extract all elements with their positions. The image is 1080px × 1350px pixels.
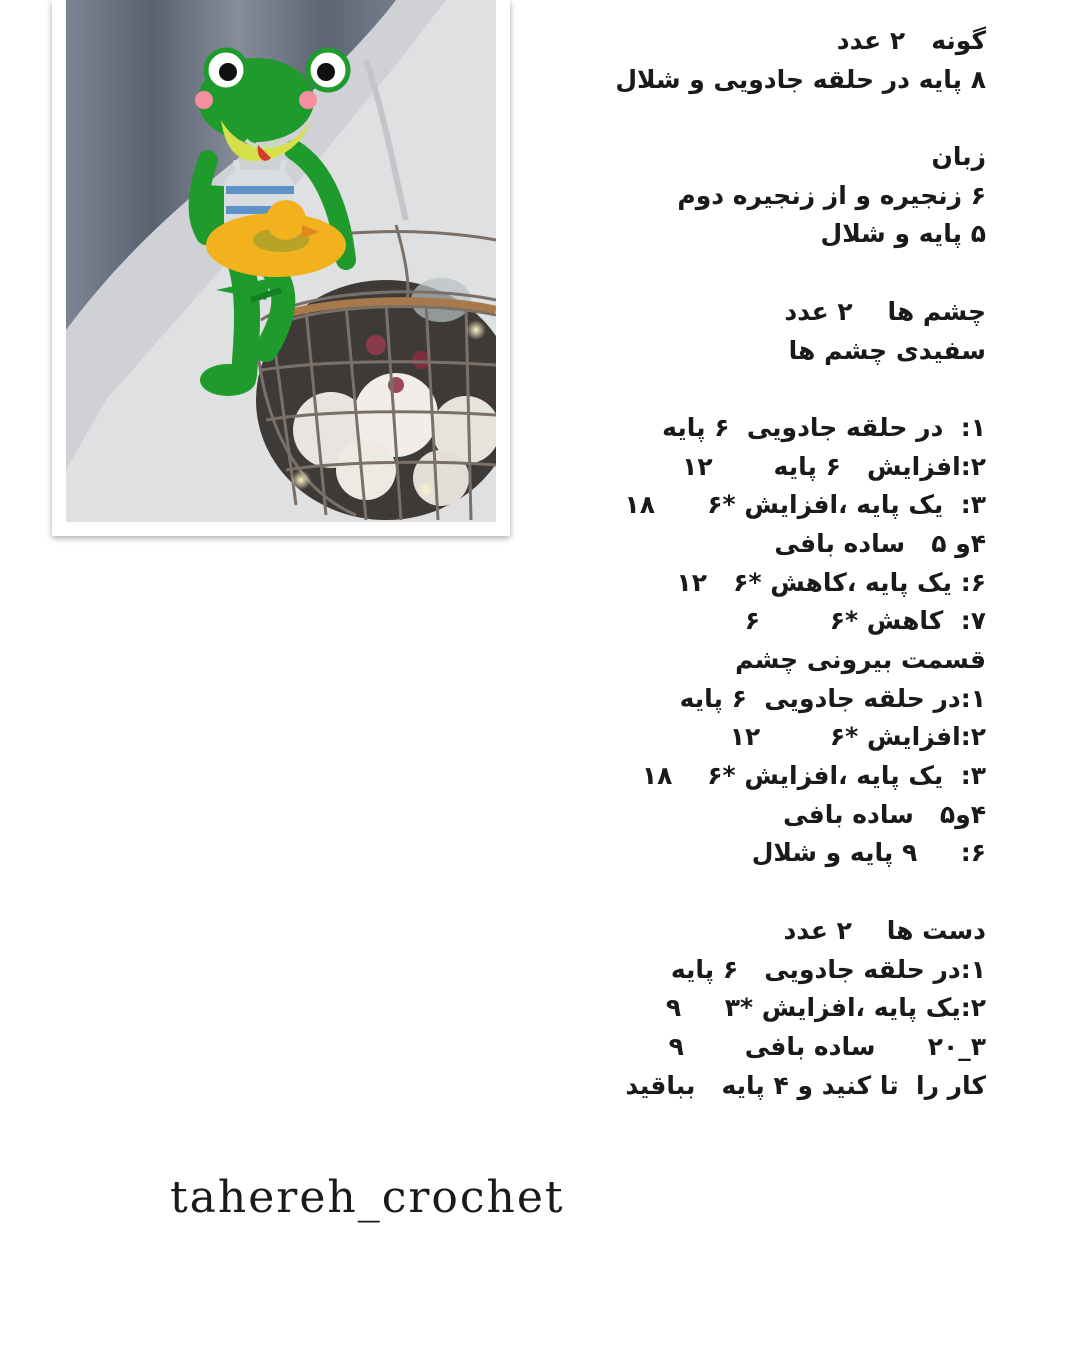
pattern-line: ۸ پایه در حلقه جادویی و شلال [615,64,986,94]
pattern-text [526,22,986,1105]
pattern-line: ۶ زنجیره و از زنجیره دوم [677,180,986,210]
pattern-line: ۳: یک پایه ،افزایش *۶ ۱۸ [624,490,986,520]
pattern-line: کار را تا کنید و ۴ پایه بباقید [625,1070,986,1100]
blank-line [526,370,986,409]
blank-line [526,254,986,293]
product-photo [52,0,510,536]
pattern-line: ۲:افزایش ۶ پایه ۱۲ [682,451,986,481]
pattern-line: ۷: کاهش *۶ ۶ [744,606,986,636]
pattern-line: ۴و۵ ساده بافی [783,799,986,829]
pattern-line: گونه ۲ عدد [836,26,986,55]
pattern-line: ۳_۲۰ ساده بافی ۹ [668,1031,986,1061]
pattern-line: ۳: یک پایه ،افزایش *۶ ۱۸ [641,761,986,791]
pattern-line: ۲:یک پایه ،افزایش *۳ ۹ [665,993,986,1023]
pattern-line: ۱:در حلقه جادویی ۶ پایه [670,954,986,984]
pattern-line: قسمت بیرونی چشم [735,645,986,674]
brand-handle: tahereh_crochet [170,1172,565,1223]
pattern-line: ۴و ۵ ساده بافی [774,528,986,558]
pattern-line: ۵ پایه و شلال [811,219,986,249]
pattern-line: ۲:افزایش *۶ ۱۲ [729,722,986,752]
blank-line [526,99,986,138]
pattern-line: ۶: ۹ پایه و شلال [751,838,986,868]
pattern-line: دست ها ۲ عدد [783,915,986,945]
pattern-line: سفیدی چشم ها [788,335,986,365]
pattern-line: زبان [931,142,986,172]
blank-line [526,873,986,912]
frog-amigurumi-photo [66,0,496,522]
pattern-line: ۶: یک پایه ،کاهش *۶ ۱۲ [676,567,986,597]
pattern-line: ۱:در حلقه جادویی ۶ پایه [679,683,986,713]
pattern-line: چشم ها ۲ عدد [784,296,986,326]
pattern-line: ۱: در حلقه جادویی ۶ پایه [662,412,986,442]
